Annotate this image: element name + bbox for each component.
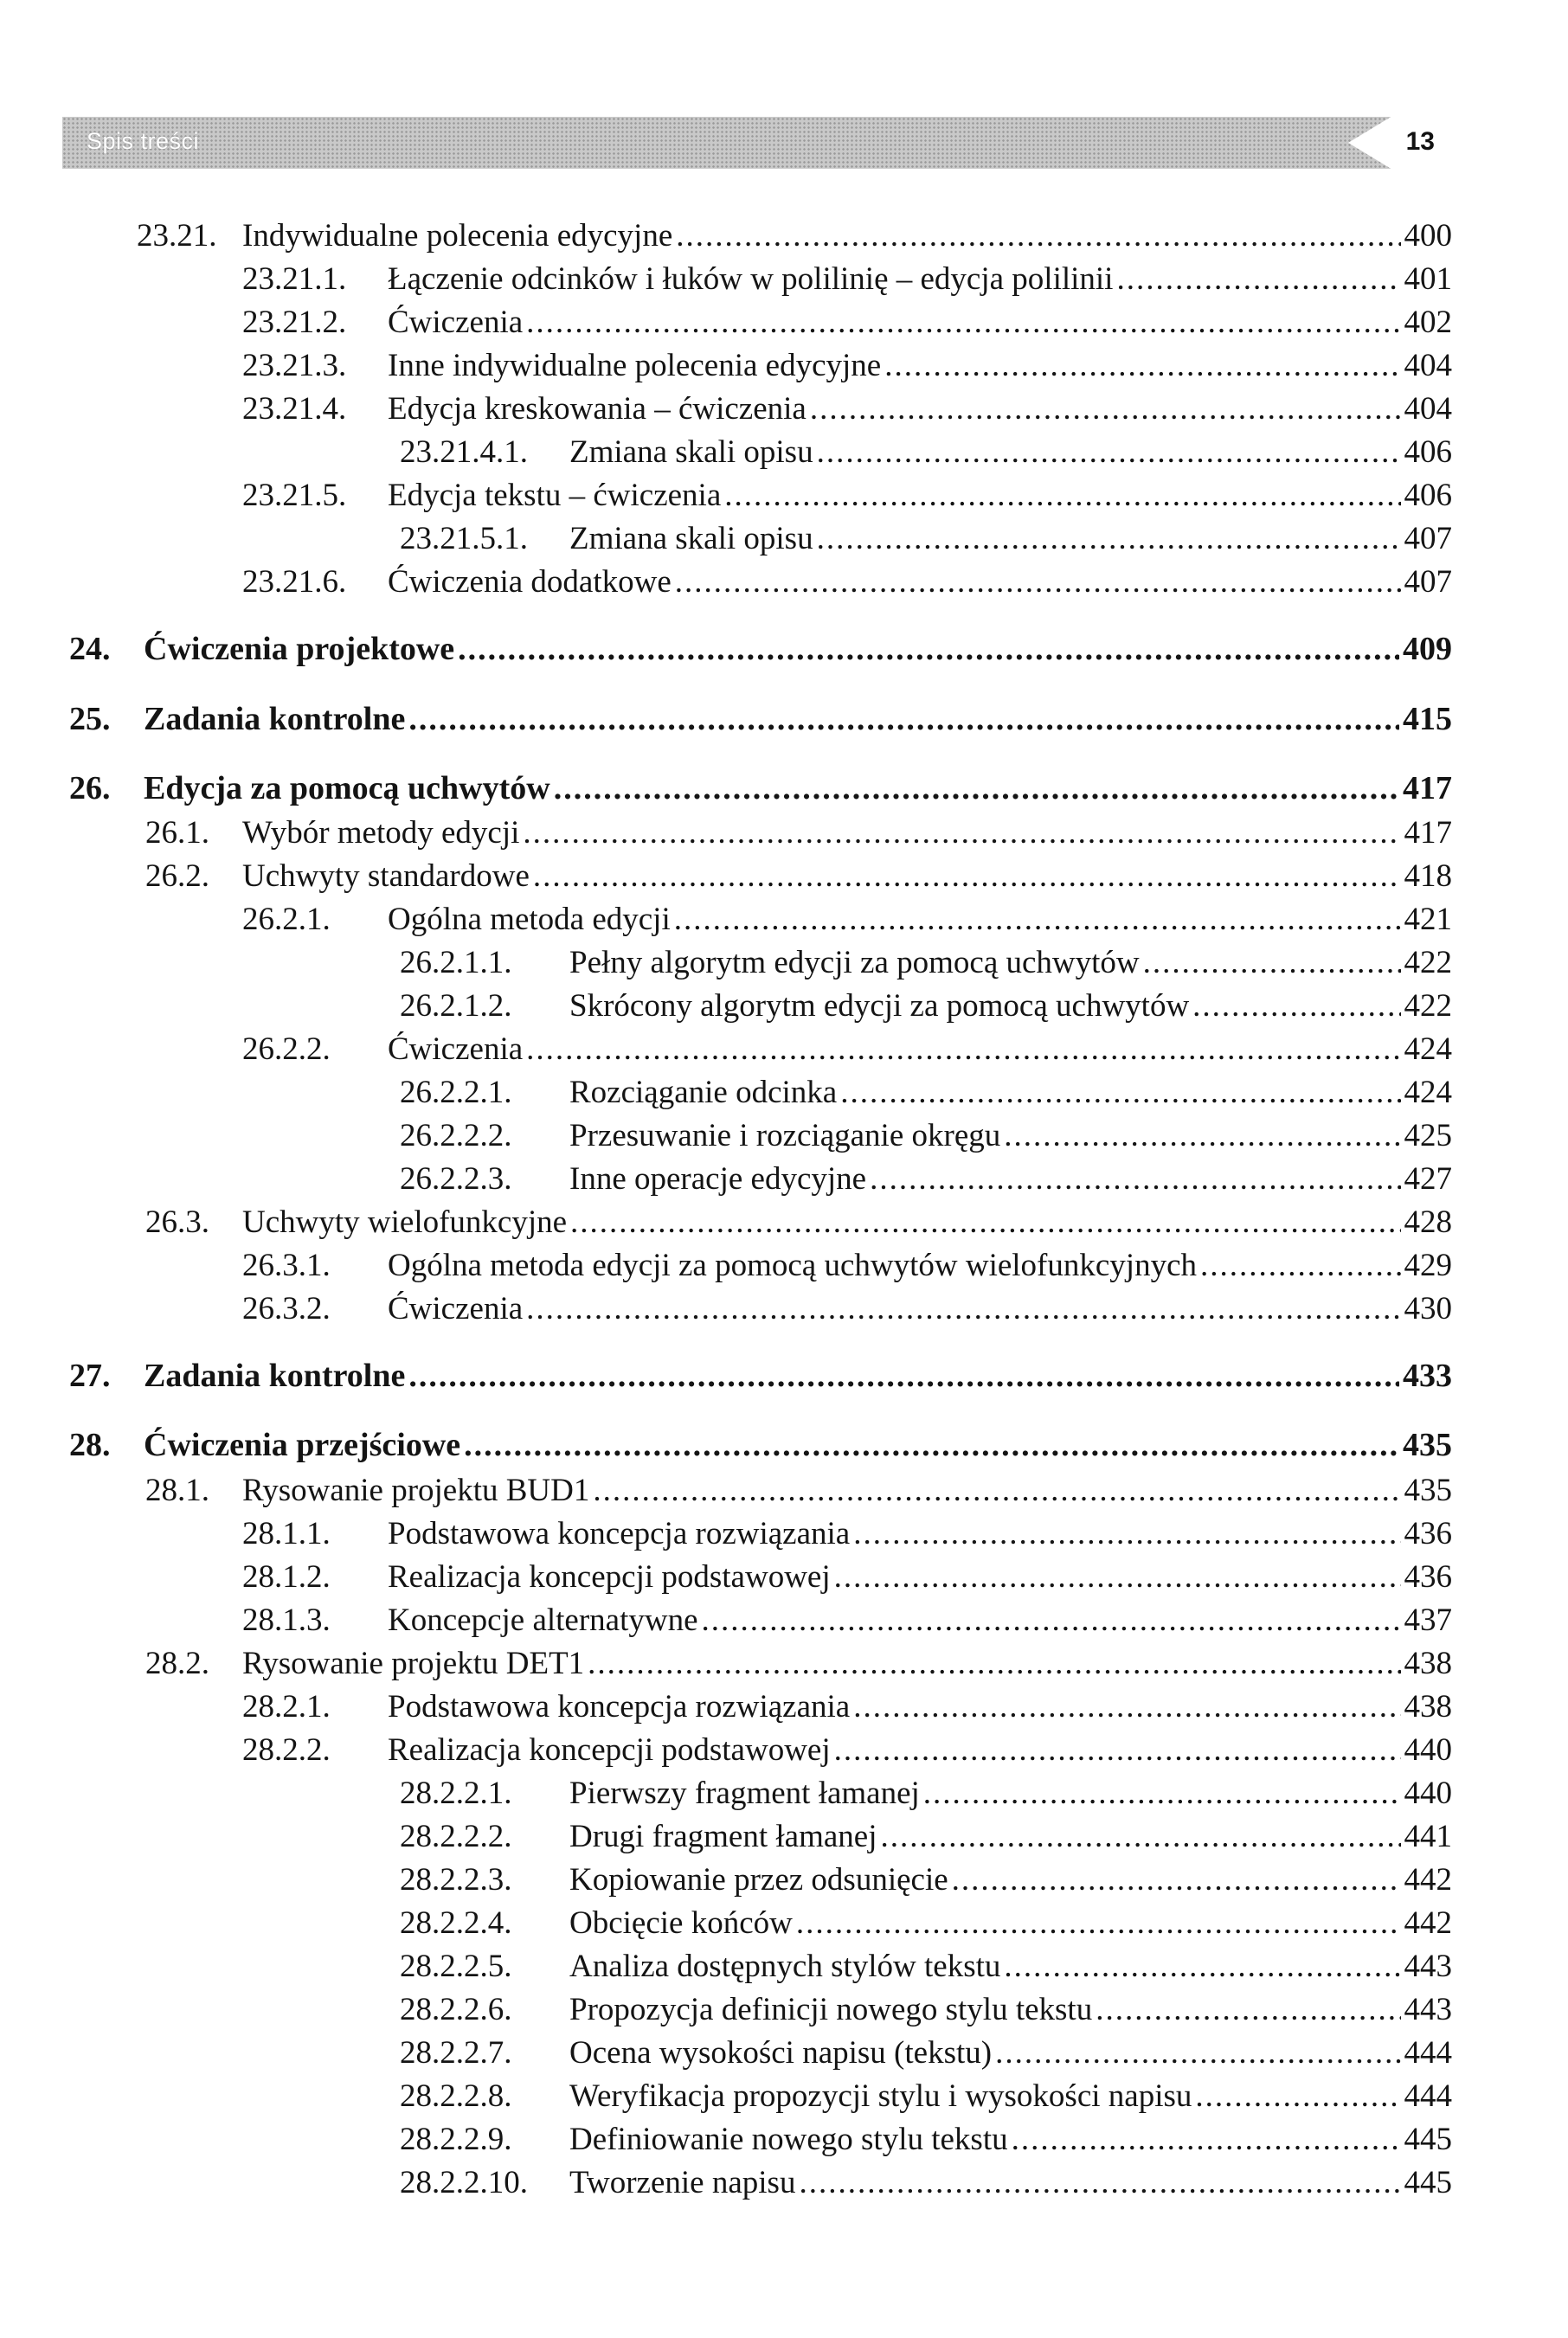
toc-page: 409: [1403, 631, 1452, 667]
leader-dots: [1200, 1244, 1401, 1288]
leader-dots: [1192, 985, 1400, 1028]
toc-entry[interactable]: [242, 1686, 1452, 1729]
toc-number: 26.2.1.: [242, 902, 331, 937]
toc-entry[interactable]: [242, 1244, 1452, 1288]
leader-dots: [464, 1423, 1399, 1467]
toc-page: 425: [1404, 1118, 1452, 1153]
toc-entry[interactable]: [145, 1469, 1452, 1513]
toc-entry[interactable]: [145, 855, 1452, 898]
toc-entry[interactable]: [400, 1114, 1452, 1158]
leader-dots: [880, 1815, 1400, 1859]
leader-dots: [408, 697, 1399, 741]
toc-number: 28.2.2.5.: [400, 1949, 512, 1984]
toc-page: 445: [1404, 2165, 1452, 2200]
toc-entry[interactable]: [400, 985, 1452, 1028]
toc-number: 28.2.1.: [242, 1689, 331, 1725]
toc-title: Edycja za pomocą uchwytów: [144, 770, 550, 806]
toc-entry[interactable]: [137, 215, 1452, 258]
toc-page: 433: [1403, 1358, 1452, 1394]
toc-chapter[interactable]: [69, 767, 1452, 810]
toc-title: Rysowanie projektu BUD1: [242, 1473, 590, 1508]
toc-title: Ogólna metoda edycji: [388, 902, 671, 937]
toc-page: 440: [1404, 1776, 1452, 1811]
toc-title: Ćwiczenia: [388, 1031, 524, 1067]
leader-dots: [853, 1513, 1400, 1556]
toc-page: 422: [1404, 988, 1452, 1024]
toc-page: 407: [1404, 521, 1452, 556]
toc-title: Obcięcie końców: [569, 1905, 793, 1941]
toc-title: Definiowanie nowego stylu tekstu: [569, 2122, 1008, 2157]
toc-page: 445: [1404, 2122, 1452, 2157]
toc-number: 28.1.: [145, 1473, 209, 1508]
toc-title: Propozycja definicji nowego stylu tekstu: [569, 1992, 1093, 2027]
toc-entry[interactable]: [400, 2118, 1452, 2161]
toc-title: Ćwiczenia dodatkowe: [388, 564, 672, 600]
toc-page: 429: [1404, 1248, 1452, 1283]
toc-title: Zadania kontrolne: [144, 701, 406, 737]
toc-title: Ćwiczenia projektowe: [144, 631, 455, 667]
toc-number: 28.: [69, 1427, 111, 1463]
leader-dots: [1195, 2075, 1400, 2118]
toc-number: 23.21.6.: [242, 564, 347, 600]
toc-page: 438: [1404, 1646, 1452, 1681]
leader-dots: [796, 1902, 1401, 1945]
toc-title: Indywidualne polecenia edycyjne: [242, 218, 673, 254]
toc-title: Ogólna metoda edycji za pomocą uchwytów wielofunkcyjnych: [388, 1248, 1197, 1283]
leader-dots: [817, 517, 1401, 561]
toc-number: 26.3.1.: [242, 1248, 331, 1283]
toc-number: 24.: [69, 631, 111, 667]
toc-number: 23.21.5.: [242, 478, 347, 513]
toc-entry[interactable]: [400, 1945, 1452, 1988]
toc-chapter[interactable]: [69, 1354, 1452, 1397]
toc-entry[interactable]: [242, 388, 1452, 431]
leader-dots: [593, 1469, 1400, 1513]
toc-number: 28.2.2.3.: [400, 1862, 512, 1898]
toc-title: Koncepcje alternatywne: [388, 1603, 698, 1638]
toc-title: Rysowanie projektu DET1: [242, 1646, 585, 1681]
toc-page: 417: [1403, 770, 1452, 806]
leader-dots: [1096, 1988, 1400, 2032]
leader-dots: [884, 344, 1400, 388]
leader-dots: [526, 301, 1400, 344]
leader-dots: [870, 1158, 1400, 1201]
toc-number: 28.2.2.4.: [400, 1905, 512, 1941]
toc-number: 28.2.2.1.: [400, 1776, 512, 1811]
toc-number: 28.1.2.: [242, 1559, 331, 1595]
leader-dots: [952, 1859, 1401, 1902]
toc-page: 424: [1404, 1031, 1452, 1067]
toc-title: Ćwiczenia: [388, 305, 524, 340]
toc-entry[interactable]: [400, 1988, 1452, 2032]
toc-page: 435: [1403, 1427, 1452, 1463]
leader-dots: [810, 388, 1401, 431]
toc-title: Ćwiczenia przejściowe: [144, 1427, 461, 1463]
toc-entry[interactable]: [242, 1599, 1452, 1642]
toc-chapter[interactable]: [69, 627, 1452, 671]
toc-number: 28.2.2.10.: [400, 2165, 528, 2200]
toc-title: Ocena wysokości napisu (tekstu): [569, 2035, 993, 2071]
toc-page: 435: [1404, 1473, 1452, 1508]
toc-entry[interactable]: [145, 1642, 1452, 1686]
toc-title: Drugi fragment łamanej: [569, 1819, 877, 1854]
toc-entry[interactable]: [242, 561, 1452, 604]
toc-page: 407: [1404, 564, 1452, 600]
toc-title: Ćwiczenia: [388, 1291, 524, 1326]
toc-page: 427: [1404, 1161, 1452, 1197]
leader-dots: [1012, 2118, 1401, 2161]
toc-page: 440: [1404, 1732, 1452, 1768]
toc-title: Edycja tekstu – ćwiczenia: [388, 478, 722, 513]
toc-page: 443: [1404, 1949, 1452, 1984]
leader-dots: [570, 1201, 1400, 1244]
toc-entry[interactable]: [400, 1815, 1452, 1859]
toc-title: Wybór metody edycji: [242, 815, 520, 851]
toc-title: Rozciąganie odcinka: [569, 1075, 838, 1110]
toc-number: 23.21.4.1.: [400, 434, 528, 470]
toc-page: 418: [1404, 858, 1452, 894]
toc-number: 23.21.5.1.: [400, 521, 528, 556]
toc-chapter[interactable]: [69, 1423, 1452, 1467]
toc-title: Kopiowanie przez odsunięcie: [569, 1862, 948, 1898]
leader-dots: [853, 1686, 1400, 1729]
toc-number: 26.3.: [145, 1204, 209, 1240]
toc-page: 406: [1404, 434, 1452, 470]
toc-chapter[interactable]: [69, 697, 1452, 741]
toc-title: Skrócony algorytm edycji za pomocą uchwytów: [569, 988, 1190, 1024]
toc-title: Inne indywidualne polecenia edycyjne: [388, 348, 882, 383]
toc-title: Pierwszy fragment łamanej: [569, 1776, 920, 1811]
toc-title: Uchwyty standardowe: [242, 858, 530, 894]
page-number: 13: [1405, 127, 1435, 156]
toc-entry[interactable]: [242, 1028, 1452, 1071]
toc-entry[interactable]: [400, 1071, 1452, 1114]
toc-entry[interactable]: [242, 344, 1452, 388]
toc-page: 424: [1404, 1075, 1452, 1110]
toc-number: 28.2.: [145, 1646, 209, 1681]
toc-number: 28.2.2.6.: [400, 1992, 512, 2027]
toc-entry[interactable]: [242, 1556, 1452, 1599]
leader-dots: [724, 474, 1400, 517]
running-header-title: Spis treści: [87, 128, 200, 154]
toc-number: 28.2.2.: [242, 1732, 331, 1768]
toc-number: 28.2.2.2.: [400, 1819, 512, 1854]
toc-page: 436: [1404, 1559, 1452, 1595]
leader-dots: [526, 1288, 1400, 1331]
toc-entry[interactable]: [400, 431, 1452, 474]
toc-page: 437: [1404, 1603, 1452, 1638]
toc-number: 26.1.: [145, 815, 209, 851]
toc-number: 28.1.3.: [242, 1603, 331, 1638]
leader-dots: [1143, 941, 1401, 985]
toc-entry[interactable]: [400, 1859, 1452, 1902]
toc-page: 404: [1404, 391, 1452, 427]
toc-number: 26.2.2.1.: [400, 1075, 512, 1110]
toc-page: 438: [1404, 1689, 1452, 1725]
toc-number: 26.3.2.: [242, 1291, 331, 1326]
toc-entry[interactable]: [400, 941, 1452, 985]
toc-number: 28.1.1.: [242, 1516, 331, 1551]
leader-dots: [1116, 258, 1400, 301]
toc-number: 27.: [69, 1358, 111, 1394]
leader-dots: [533, 855, 1401, 898]
leader-dots: [408, 1354, 1399, 1397]
leader-dots: [458, 627, 1399, 671]
toc-entry[interactable]: [242, 1288, 1452, 1331]
toc-number: 23.21.3.: [242, 348, 347, 383]
toc-number: 26.2.2.2.: [400, 1118, 512, 1153]
leader-dots: [840, 1071, 1400, 1114]
toc-entry[interactable]: [242, 898, 1452, 941]
leader-dots: [674, 898, 1401, 941]
toc-number: 26.2.1.1.: [400, 945, 512, 980]
leader-dots: [995, 2032, 1400, 2075]
toc-title: Zadania kontrolne: [144, 1358, 406, 1394]
toc-page: 430: [1404, 1291, 1452, 1326]
toc-title: Przesuwanie i rozciąganie okręgu: [569, 1118, 1001, 1153]
toc-number: 23.21.2.: [242, 305, 347, 340]
toc-entry[interactable]: [400, 2075, 1452, 2118]
toc-number: 23.21.: [137, 218, 217, 254]
leader-dots: [923, 1772, 1401, 1815]
toc-title: Analiza dostępnych stylów tekstu: [569, 1949, 1001, 1984]
toc-title: Tworzenie napisu: [569, 2165, 796, 2200]
toc-entry[interactable]: [242, 258, 1452, 301]
toc-entry[interactable]: [400, 517, 1452, 561]
toc-page: 417: [1404, 815, 1452, 851]
toc-title: Pełny algorytm edycji za pomocą uchwytów: [569, 945, 1140, 980]
toc-title: Weryfikacja propozycji stylu i wysokości napisu: [569, 2078, 1192, 2114]
toc-page: 406: [1404, 478, 1452, 513]
toc-number: 26.2.2.3.: [400, 1161, 512, 1197]
toc-entry[interactable]: [400, 1772, 1452, 1815]
toc-page: 422: [1404, 945, 1452, 980]
toc-entry[interactable]: [400, 2161, 1452, 2205]
toc-entry[interactable]: [145, 812, 1452, 855]
toc-page: 443: [1404, 1992, 1452, 2027]
leader-dots: [588, 1642, 1400, 1686]
toc-page: 415: [1403, 701, 1452, 737]
toc-title: Realizacja koncepcji podstawowej: [388, 1559, 831, 1595]
toc-title: Realizacja koncepcji podstawowej: [388, 1732, 831, 1768]
toc-number: 26.2.2.: [242, 1031, 331, 1067]
toc-title: Inne operacje edycyjne: [569, 1161, 867, 1197]
toc-number: 23.21.4.: [242, 391, 347, 427]
toc-page: 404: [1404, 348, 1452, 383]
toc-title: Łączenie odcinków i łuków w polilinię – edycja polilinii: [388, 261, 1114, 297]
toc-entry[interactable]: [400, 1158, 1452, 1201]
leader-dots: [799, 2161, 1400, 2205]
leader-dots: [523, 812, 1400, 855]
toc-page: 442: [1404, 1862, 1452, 1898]
leader-dots: [1004, 1945, 1400, 1988]
toc-title: Uchwyty wielofunkcyjne: [242, 1204, 568, 1240]
leader-dots: [1004, 1114, 1400, 1158]
toc-page: 401: [1404, 261, 1452, 297]
toc-number: 26.2.: [145, 858, 209, 894]
toc-number: 26.2.1.2.: [400, 988, 512, 1024]
toc-number: 28.2.2.9.: [400, 2122, 512, 2157]
leader-dots: [817, 431, 1401, 474]
toc-title: Zmiana skali opisu: [569, 521, 813, 556]
leader-dots: [526, 1028, 1400, 1071]
toc-page: 444: [1404, 2035, 1452, 2071]
toc-entry[interactable]: [242, 474, 1452, 517]
leader-dots: [676, 215, 1400, 258]
toc-title: Edycja kreskowania – ćwiczenia: [388, 391, 806, 427]
leader-dots: [702, 1599, 1401, 1642]
leader-dots: [834, 1556, 1401, 1599]
toc-entry[interactable]: [242, 301, 1452, 344]
toc-entry[interactable]: [242, 1513, 1452, 1556]
leader-dots: [834, 1729, 1401, 1772]
leader-dots: [675, 561, 1401, 604]
toc-page: 441: [1404, 1819, 1452, 1854]
toc-page: 400: [1404, 218, 1452, 254]
toc-entry[interactable]: [400, 1902, 1452, 1945]
toc-number: 26.: [69, 770, 111, 806]
toc-number: 25.: [69, 701, 111, 737]
toc-number: 28.2.2.8.: [400, 2078, 512, 2114]
toc-page: 444: [1404, 2078, 1452, 2114]
toc-page: 436: [1404, 1516, 1452, 1551]
running-header: [62, 117, 1443, 169]
toc-entry[interactable]: [145, 1201, 1452, 1244]
toc-page: 428: [1404, 1204, 1452, 1240]
toc-page: 402: [1404, 305, 1452, 340]
leader-dots: [554, 767, 1399, 810]
toc-entry[interactable]: [242, 1729, 1452, 1772]
toc-title: Podstawowa koncepcja rozwiązania: [388, 1516, 851, 1551]
toc-number: 28.2.2.7.: [400, 2035, 512, 2071]
toc-title: Podstawowa koncepcja rozwiązania: [388, 1689, 851, 1725]
toc-title: Zmiana skali opisu: [569, 434, 813, 470]
toc-entry[interactable]: [400, 2032, 1452, 2075]
toc-page: 421: [1404, 902, 1452, 937]
toc-number: 23.21.1.: [242, 261, 347, 297]
toc-page: 442: [1404, 1905, 1452, 1941]
